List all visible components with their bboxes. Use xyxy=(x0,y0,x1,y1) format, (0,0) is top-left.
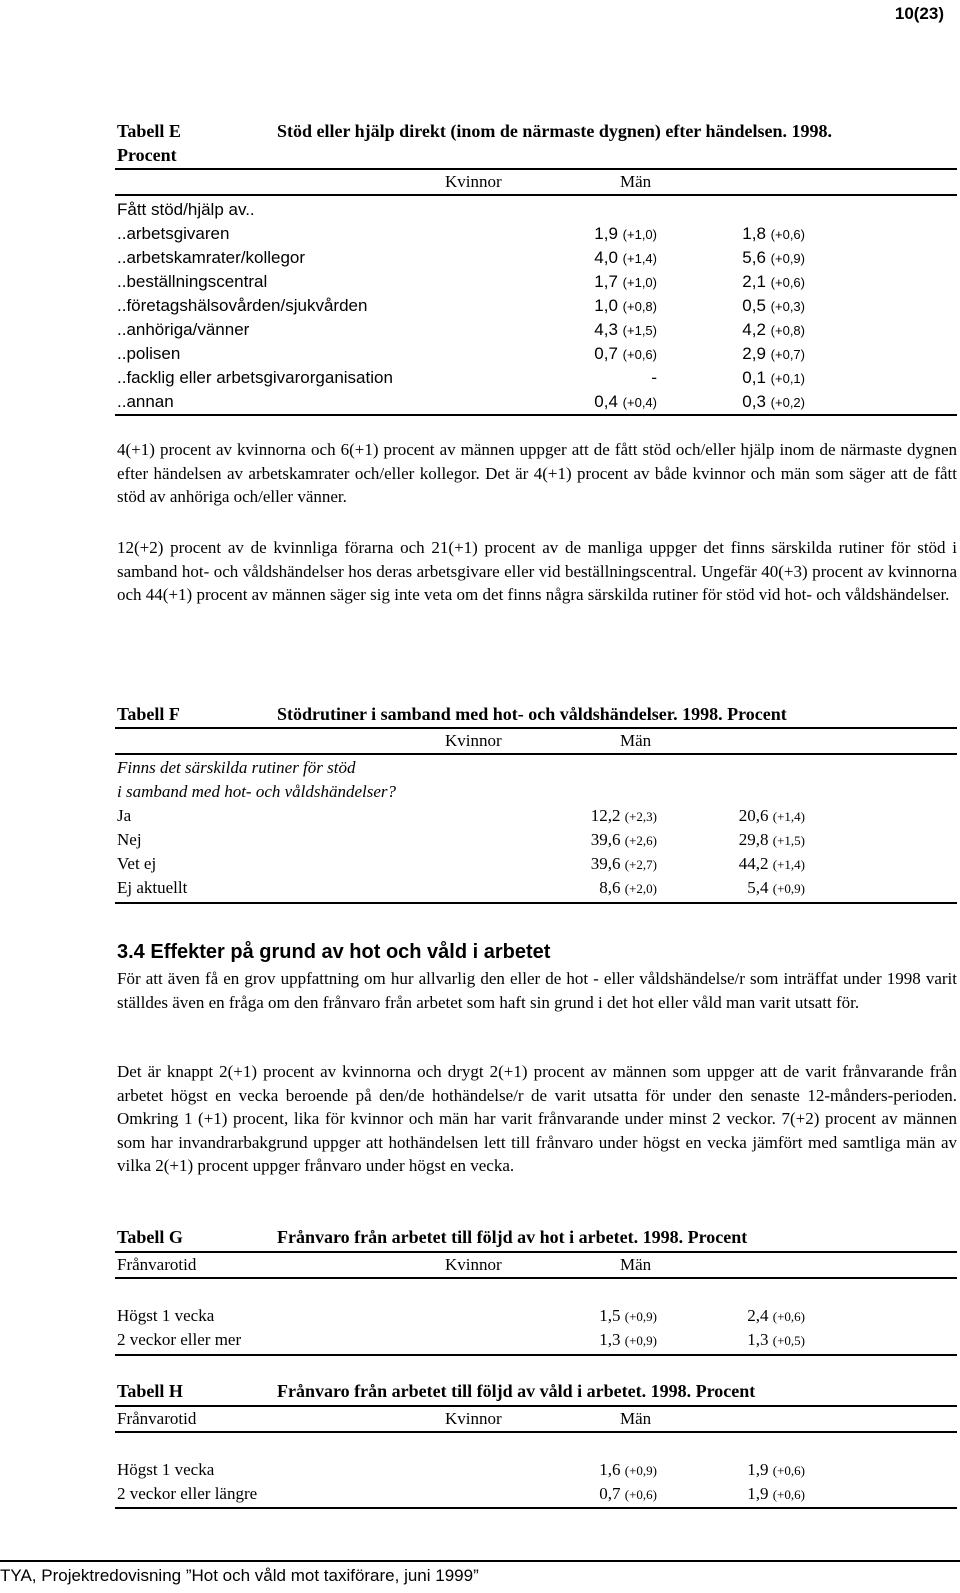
women-value: 12,2 (+2,3) xyxy=(590,806,657,825)
table-h-header-rule xyxy=(115,1431,957,1433)
table-row xyxy=(117,1482,957,1506)
women-value: 1,5 (+0,9) xyxy=(599,1306,657,1325)
women-value: 0,4 (+0,4) xyxy=(594,392,657,411)
men-value: 4,2 (+0,8) xyxy=(742,320,805,339)
paragraph-3: För att även få en grov uppfattning om hur allvarlig den eller de hot - eller våldshändelse/r som inträffat under 1998 varit ställdes även en fråga om den frånvaro från arbetet som haft sin grund i det hot eller våld man varit utsatt för. xyxy=(117,969,957,1012)
row-label: ..facklig eller arbetsgivarorganisation xyxy=(117,368,393,387)
men-value: 2,9 (+0,7) xyxy=(742,344,805,363)
table-row xyxy=(117,852,957,876)
men-value: 0,1 (+0,1) xyxy=(742,368,805,387)
row-label: ..arbetskamrater/kollegor xyxy=(117,248,306,267)
table-g-bottom-rule xyxy=(115,1354,957,1356)
row-label: Högst 1 vecka xyxy=(117,1460,215,1479)
col-women: Kvinnor xyxy=(445,172,502,191)
women-value: 1,9 (+1,0) xyxy=(594,224,657,243)
men-value: 0,5 (+0,3) xyxy=(742,296,805,315)
women-value: 0,7 (+0,6) xyxy=(599,1484,657,1503)
table-e-label: Tabell E xyxy=(117,121,181,141)
table-row xyxy=(117,1328,957,1352)
table-h-header xyxy=(117,1407,957,1431)
table-f-header-rule xyxy=(115,753,957,755)
table-row xyxy=(117,390,957,414)
table-h-label: Tabell H xyxy=(117,1381,183,1401)
table-e-section: Fått stöd/hjälp av.. xyxy=(117,200,255,219)
row-label: ..anhöriga/vänner xyxy=(117,320,250,339)
footer-text: TYA, Projektredovisning ”Hot och våld mot taxiförare, juni 1999” xyxy=(0,1566,479,1585)
women-value: 1,6 (+0,9) xyxy=(599,1460,657,1479)
women-value: 0,7 (+0,6) xyxy=(594,344,657,363)
women-value: 1,0 (+0,8) xyxy=(594,296,657,315)
table-row xyxy=(117,294,957,318)
table-h-bottom-rule xyxy=(115,1507,957,1509)
row-label: Ja xyxy=(117,806,132,825)
col-absence: Frånvarotid xyxy=(117,1255,197,1274)
row-label: Ej aktuellt xyxy=(117,878,188,897)
men-value: 5,6 (+0,9) xyxy=(742,248,805,267)
table-row xyxy=(117,246,957,270)
table-row xyxy=(117,1458,957,1482)
table-f-header xyxy=(117,729,957,753)
row-label: ..annan xyxy=(117,392,174,411)
women-value: - xyxy=(651,368,657,387)
row-label: Högst 1 vecka xyxy=(117,1306,215,1325)
men-value: 1,8 (+0,6) xyxy=(742,224,805,243)
men-value: 2,1 (+0,6) xyxy=(742,272,805,291)
table-row xyxy=(117,366,957,390)
page-number: 10(23) xyxy=(894,4,944,23)
table-f-bottom-rule xyxy=(115,902,957,904)
table-row xyxy=(117,876,957,900)
col-men: Män xyxy=(620,1409,652,1428)
men-value: 44,2 (+1,4) xyxy=(738,854,805,873)
table-row xyxy=(117,318,957,342)
women-value: 39,6 (+2,7) xyxy=(590,854,657,873)
row-label: Nej xyxy=(117,830,142,849)
table-f-question-2: i samband med hot- och våldshändelser? xyxy=(117,782,397,801)
table-f-question-1: Finns det särskilda rutiner för stöd xyxy=(117,758,356,777)
table-g-title: Frånvaro från arbetet till följd av hot i arbetet. 1998. Procent xyxy=(277,1227,748,1247)
table-e-bottom-rule xyxy=(115,414,957,416)
table-row xyxy=(117,270,957,294)
women-value: 39,6 (+2,6) xyxy=(590,830,657,849)
col-women: Kvinnor xyxy=(445,1409,502,1428)
col-men: Män xyxy=(620,731,652,750)
men-value: 5,4 (+0,9) xyxy=(747,878,805,897)
men-value: 1,3 (+0,5) xyxy=(747,1330,805,1349)
women-value: 4,0 (+1,4) xyxy=(594,248,657,267)
women-value: 4,3 (+1,5) xyxy=(594,320,657,339)
footer-rule xyxy=(0,1560,960,1562)
row-label: ..beställningscentral xyxy=(117,272,268,291)
men-value: 29,8 (+1,5) xyxy=(738,830,805,849)
table-row xyxy=(117,828,957,852)
table-e-title: Stöd eller hjälp direkt (inom de närmaste dygnen) efter händelsen. 1998. xyxy=(277,121,833,141)
col-women: Kvinnor xyxy=(445,731,502,750)
col-women: Kvinnor xyxy=(445,1255,502,1274)
table-e-subtitle: Procent xyxy=(117,145,177,165)
men-value: 1,9 (+0,6) xyxy=(747,1484,805,1503)
table-h-title: Frånvaro från arbetet till följd av våld i arbetet. 1998. Procent xyxy=(277,1381,756,1401)
table-row xyxy=(117,342,957,366)
row-label: ..arbetsgivaren xyxy=(117,224,230,243)
row-label: ..företagshälsovården/sjukvården xyxy=(117,296,368,315)
table-g-header-rule xyxy=(115,1277,957,1279)
row-label: 2 veckor eller längre xyxy=(117,1484,258,1503)
section-heading: 3.4 Effekter på grund av hot och våld i arbetet xyxy=(117,941,551,963)
row-label: 2 veckor eller mer xyxy=(117,1330,242,1349)
men-value: 0,3 (+0,2) xyxy=(742,392,805,411)
table-e-header xyxy=(117,170,957,194)
table-f-label: Tabell F xyxy=(117,704,180,724)
men-value: 20,6 (+1,4) xyxy=(738,806,805,825)
table-f-title: Stödrutiner i samband med hot- och våldshändelser. 1998. Procent xyxy=(277,704,787,724)
table-row xyxy=(117,1304,957,1328)
table-e-header-rule xyxy=(115,194,957,196)
paragraph-2: 12(+2) procent av de kvinnliga förarna och 21(+1) procent av de manliga uppger det finns särskilda rutiner för stöd i samband hot- och våldshändelser hos deras arbetsgivare eller vid beställningscentral. Ungefär 40(+3) procent av kvinnorna och 44(+1) procent av männen säger sig inte veta om det finns några särskilda rutiner för stöd vid hot- och våldshändelser. xyxy=(117,538,957,604)
men-value: 2,4 (+0,6) xyxy=(747,1306,805,1325)
col-absence: Frånvarotid xyxy=(117,1409,197,1428)
women-value: 1,3 (+0,9) xyxy=(599,1330,657,1349)
table-row xyxy=(117,222,957,246)
women-value: 1,7 (+1,0) xyxy=(594,272,657,291)
table-g-label: Tabell G xyxy=(117,1227,183,1247)
paragraph-4: Det är knappt 2(+1) procent av kvinnorna och drygt 2(+1) procent av männen som uppger att de varit frånvarande från arbetet högst en vecka beroende på den/de hothändelse/r de varit utsatta för under den senaste 12-månders-perioden. Omkring 1 (+1) procent, lika för kvinnor och män har varit frånvarande under minst 2 veckor. 7(+2) procent av männen som har invandrarbakgrund uppger att hothändelsen lett till frånvaro under högst en vecka jämfört med samtliga män av vilka 2(+1) procent uppger frånvaro under högst en vecka. xyxy=(117,1062,957,1175)
women-value: 8,6 (+2,0) xyxy=(599,878,657,897)
table-g-header xyxy=(117,1253,957,1277)
col-men: Män xyxy=(620,1255,652,1274)
table-row xyxy=(117,804,957,828)
men-value: 1,9 (+0,6) xyxy=(747,1460,805,1479)
row-label: ..polisen xyxy=(117,344,181,363)
row-label: Vet ej xyxy=(117,854,157,873)
col-men: Män xyxy=(620,172,652,191)
paragraph-1: 4(+1) procent av kvinnorna och 6(+1) procent av männen uppger att de fått stöd och/eller hjälp inom de närmaste dygnen efter händelsen av arbetskamrater och/eller kollegor. Det är 4(+1) procent av både kvinnor och män som säger att de fått stöd av anhöriga och/eller vänner. xyxy=(117,440,957,506)
